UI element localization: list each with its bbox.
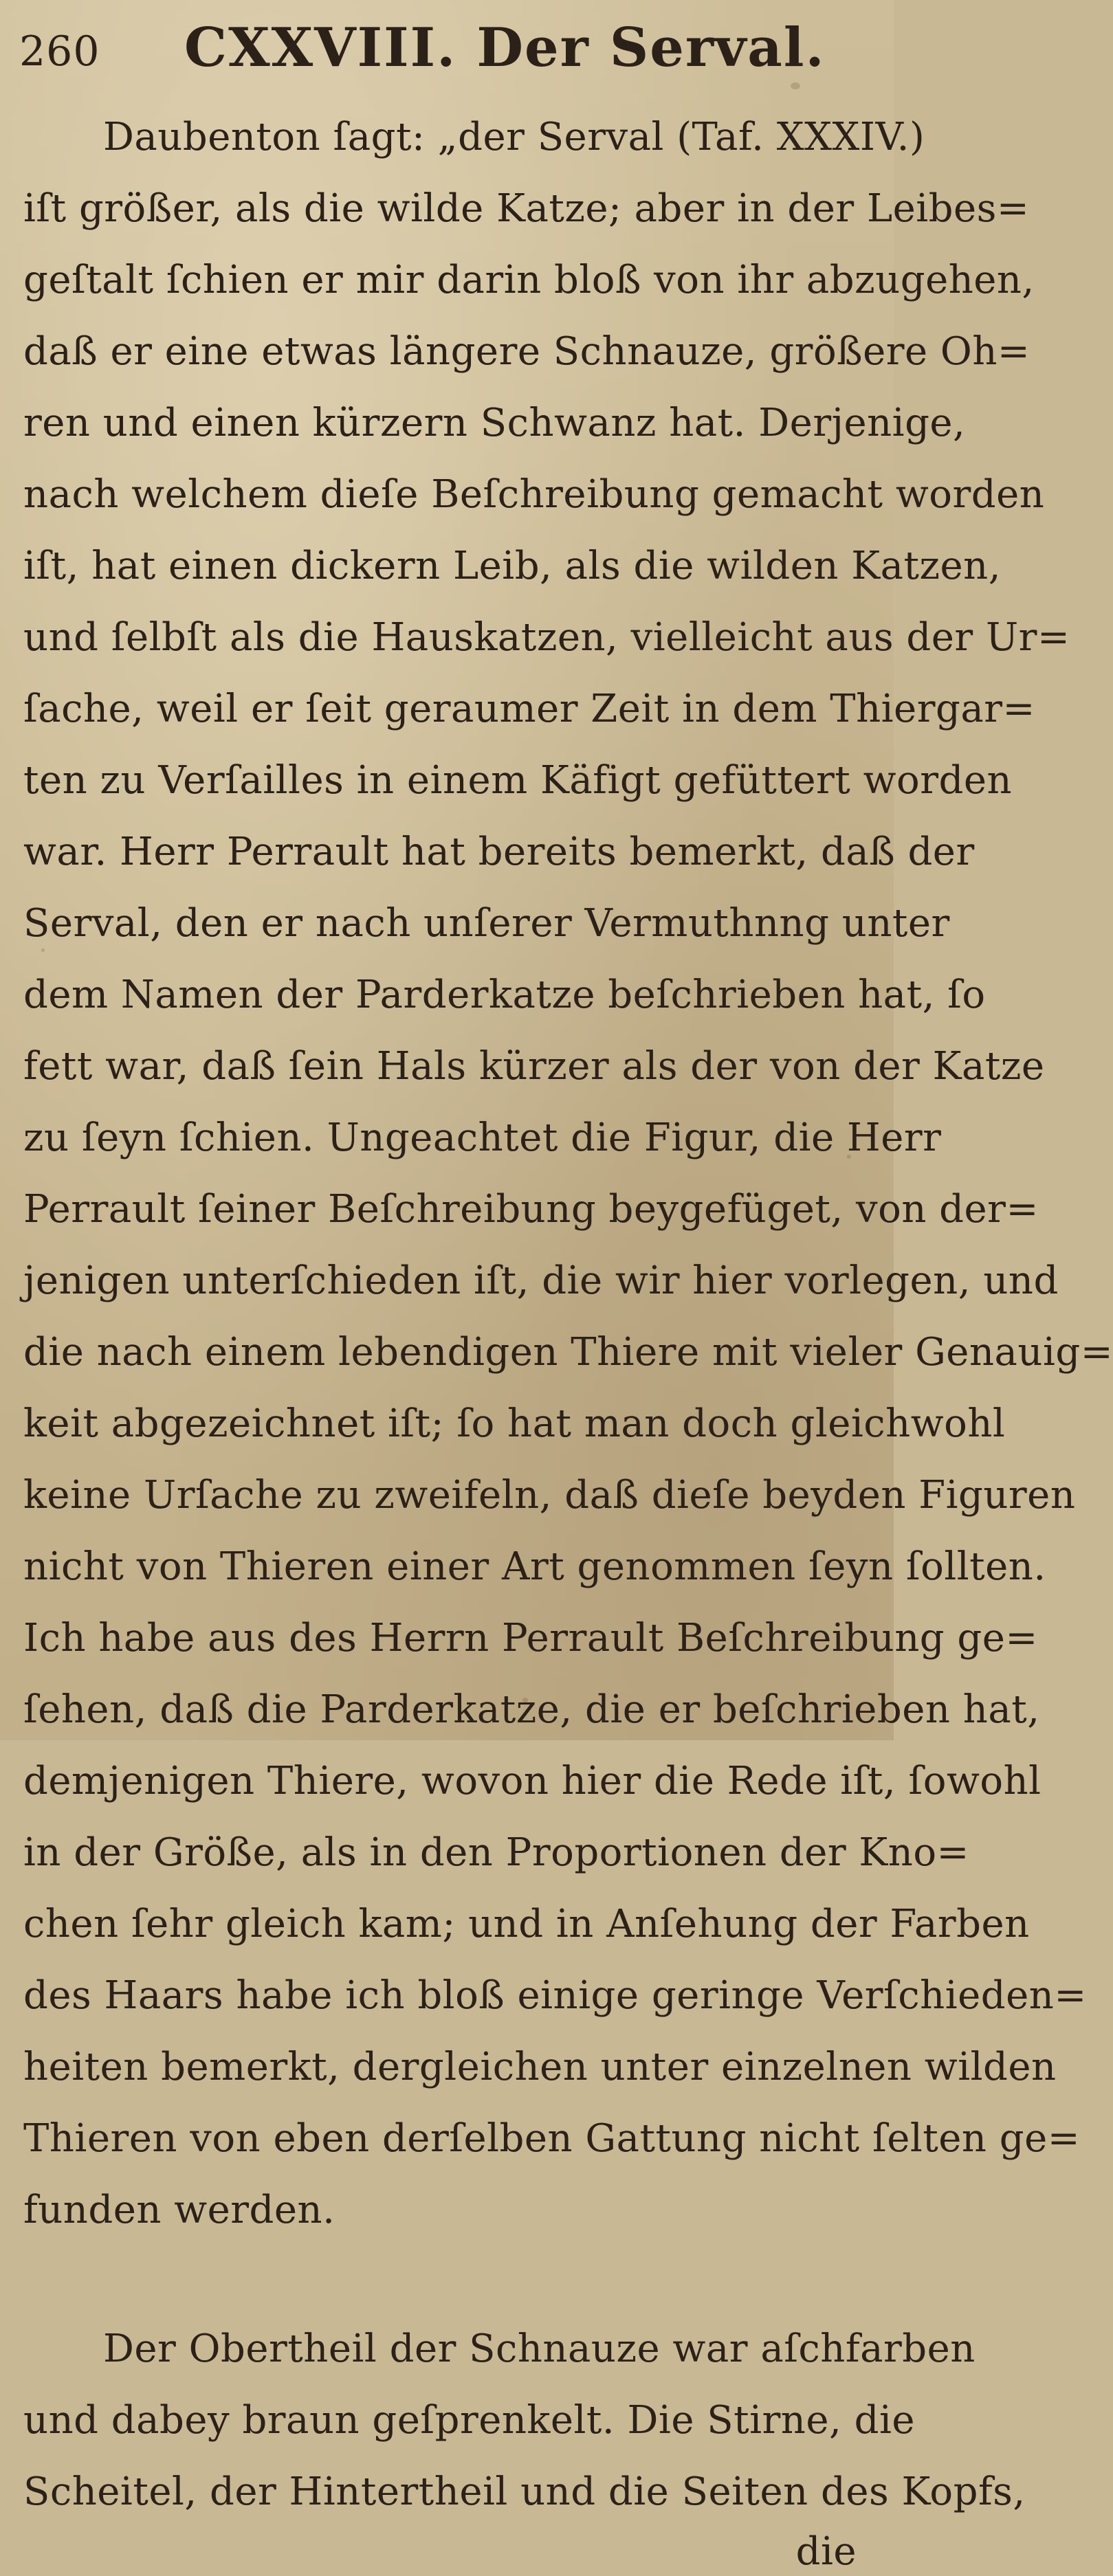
text-line: zu ſeyn ſchien. Ungeachtet die Figur, die Herr	[23, 1115, 942, 1160]
text-line: und ſelbſt als die Hauskatzen, vielleicht aus der Ur=	[23, 615, 1070, 660]
text-line: war. Herr Perrault hat bereits bemerkt, daß der	[23, 830, 975, 874]
text-line: Scheitel, der Hintertheil und die Seiten des Kopfs,	[23, 2469, 1026, 2514]
page-header	[19, 12, 866, 88]
text-line: ren und einen kürzern Schwanz hat. Derjenige,	[23, 401, 966, 445]
text-line: funden werden.	[23, 2188, 335, 2232]
text-line: keit abgezeichnet iſt; ſo hat man doch gleichwohl	[23, 1401, 1006, 1446]
running-title: CXXVIII. Der Serval.	[184, 16, 826, 79]
text-line: daß er eine etwas längere Schnauze, größere Oh=	[23, 329, 1031, 374]
text-line: Der Obertheil der Schnauze war aſchfarben	[103, 2327, 976, 2371]
text-line: des Haars habe ich bloß einige geringe Verſchieden=	[23, 1973, 1087, 2018]
text-line: Perrault ſeiner Beſchreibung beygefüget, von der=	[23, 1187, 1039, 1232]
text-line: Thieren von eben derſelben Gattung nicht ſelten ge=	[23, 2116, 1081, 2161]
text-line: Ich habe aus des Herrn Perrault Beſchreibung ge=	[23, 1616, 1038, 1661]
body-text	[23, 102, 1113, 2576]
text-line: ſache, weil er ſeit geraumer Zeit in dem Thiergar=	[23, 687, 1035, 731]
catchword: die	[795, 2529, 857, 2574]
text-line: die nach einem lebendigen Thiere mit vieler Genauig=	[23, 1330, 1113, 1375]
paragraph-2	[23, 2313, 1026, 2528]
paragraph-gap	[23, 2246, 873, 2313]
text-line: Daubenton ſagt: „der Serval (Taf. XXXIV.)	[103, 115, 925, 159]
text-line: Serval, den er nach unſerer Vermuthnng unter	[23, 901, 950, 946]
text-line: dem Namen der Parderkatze beſchrieben hat, ſo	[23, 973, 986, 1017]
text-line: ſehen, daß die Parderkatze, die er beſchrieben hat,	[23, 1687, 1040, 1732]
paragraph-1	[23, 102, 1113, 2246]
text-line: nicht von Thieren einer Art genommen ſeyn ſollten.	[23, 1544, 1046, 1589]
text-line: ten zu Verſailles in einem Käfigt gefüttert worden	[23, 758, 1013, 803]
text-line: iſt, hat einen dickern Leib, als die wilden Katzen,	[23, 544, 1002, 588]
text-line: nach welchem dieſe Beſchreibung gemacht worden	[23, 472, 1045, 517]
text-line: demjenigen Thiere, wovon hier die Rede iſt, ſowohl	[23, 1759, 1042, 1803]
text-line: geſtalt ſchien er mir darin bloß von ihr abzugehen,	[23, 258, 1035, 302]
text-line: iſt größer, als die wilde Katze; aber in der Leibes=	[23, 186, 1030, 231]
text-line: jenigen unterſchieden iſt, die wir hier vorlegen, und	[23, 1258, 1059, 1303]
text-line: und dabey braun geſprenkelt. Die Stirne, die	[23, 2398, 916, 2443]
text-line: in der Größe, als in den Proportionen der Kno=	[23, 1830, 969, 1875]
text-line: keine Urſache zu zweifeln, daß dieſe beyden Figuren	[23, 1473, 1076, 1518]
page-number: 260	[19, 27, 100, 76]
text-line: chen ſehr gleich kam; und in Anſehung der Farben	[23, 1902, 1030, 1946]
text-line: fett war, daß ſein Hals kürzer als der von der Katze	[23, 1044, 1045, 1089]
text-line: heiten bemerkt, dergleichen unter einzelnen wilden	[23, 2045, 1057, 2089]
